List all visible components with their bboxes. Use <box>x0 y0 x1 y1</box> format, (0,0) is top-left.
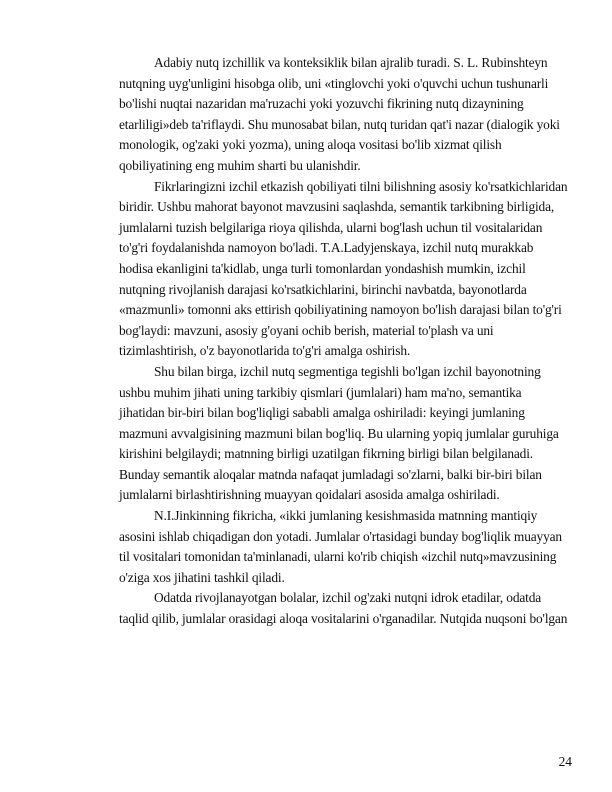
text-line: bog'laydi: mavzuni, asosiy g'oyani ochib berish, material to'plash va uni <box>119 322 494 338</box>
text-line: monologik, og'zaki yoki yozma), uning aloqa vositasi bo'lib xizmat qilish <box>119 137 502 153</box>
paragraph-4 <box>84 506 576 588</box>
body-text <box>84 53 576 630</box>
text-line: Odatda rivojlanayotgan bolalar, izchil og'zaki nutqni idrok etadilar, odatda <box>154 590 542 606</box>
paragraph-5 <box>84 588 576 629</box>
text-line: etarliligi»deb ta'riflaydi. Shu munosabat bilan, nutq turidan qat'i nazar (dialogik yoki <box>119 116 560 132</box>
text-line: hodisa ekanligini ta'kidlab, unga turli tomonlardan yondashish mumkin, izchil <box>119 260 526 276</box>
text-line: Adabiy nutq izchillik va konteksiklik bilan ajralib turadi. S. L. Rubinshteyn <box>154 55 548 70</box>
text-line: biridir. Ushbu mahorat bayonot mavzusini saqlashda, semantik tarkibning birligida, <box>119 199 555 215</box>
text-line: Bunday semantik aloqalar matnda nafaqat jumladagi so'zlarni, balki bir-biri bilan <box>119 466 542 482</box>
text-line: jumlalarni birlashtirishning muayyan qoidalari asosida amalga oshiriladi. <box>119 487 500 503</box>
text-line: qobiliyatining eng muhim sharti bu ulanishdir. <box>119 157 361 173</box>
text-line: tizimlashtirish, o'z bayonotlarida to'g'ri amalga oshirish. <box>119 343 411 359</box>
text-line: Shu bilan birga, izchil nutq segmentiga tegishli bo'lgan izchil bayonotning <box>154 363 541 379</box>
text-line: jumlalarni tuzish belgilariga rioya qilishda, ularni bog'lash uchun til vositalaridan <box>119 219 543 235</box>
text-line: «mazmunli» tomonni aks ettirish qobiliyatining namoyon bo'lish darajasi bilan to'g'ri <box>119 302 562 318</box>
paragraph-2 <box>84 177 576 362</box>
text-line: N.I.Jinkinning fikricha, «ikki jumlaning kesishmasida matnning mantiqiy <box>154 508 538 524</box>
text-line: nutqning uyg'unligini hisobga olib, uni «tinglovchi yoki o'quvchi uchun tushunarli <box>119 75 549 91</box>
text-line: kirishini belgilaydi; matnning birligi uzatilgan fikrning birligi bilan belgilanadi. <box>119 446 533 462</box>
paragraph-1 <box>84 53 576 177</box>
paragraph-3 <box>84 362 576 506</box>
text-line: taqlid qilib, jumlalar orasidagi aloqa vositalarini o'rganadilar. Nutqida nuqsoni bo'lgan <box>119 611 568 627</box>
text-line: mazmuni avvalgisining mazmuni bilan bog'liq. Bu ularning yopiq jumlalar guruhiga <box>119 425 559 441</box>
text-line: til vositalari tomonidan ta'minlanadi, ularni ko'rib chiqish «izchil nutq»mavzusining <box>119 549 557 565</box>
text-line: ushbu muhim jihati uning tarkibiy qismlari (jumlalari) ham ma'no, semantika <box>119 384 522 400</box>
text-line: o'ziga xos jihatini tashkil qiladi. <box>119 569 285 585</box>
text-line: bo'lishi nuqtai nazaridan ma'ruzachi yoki yozuvchi fikrining nutq dizaynining <box>119 96 524 112</box>
text-line: nutqning rivojlanish darajasi ko'rsatkichlarini, birinchi navbatda, bayonotlarda <box>119 281 527 297</box>
text-line: jihatidan bir-biri bilan bog'liqligi sababli amalga oshiriladi: keyingi jumlaning <box>119 405 525 421</box>
text-line: to'g'ri foydalanishda namoyon bo'ladi. T.A.Ladyjenskaya, izchil nutq murakkab <box>119 240 534 256</box>
text-line: Fikrlaringizni izchil etkazish qobiliyati tilni bilishning asosiy ko'rsatkichlaridan <box>154 178 568 194</box>
page-number: 24 <box>558 754 572 769</box>
text-line: asosini ishlab chiqadigan don yotadi. Jumlalar o'rtasidagi bunday bog'liqlik muayyan <box>119 528 562 544</box>
